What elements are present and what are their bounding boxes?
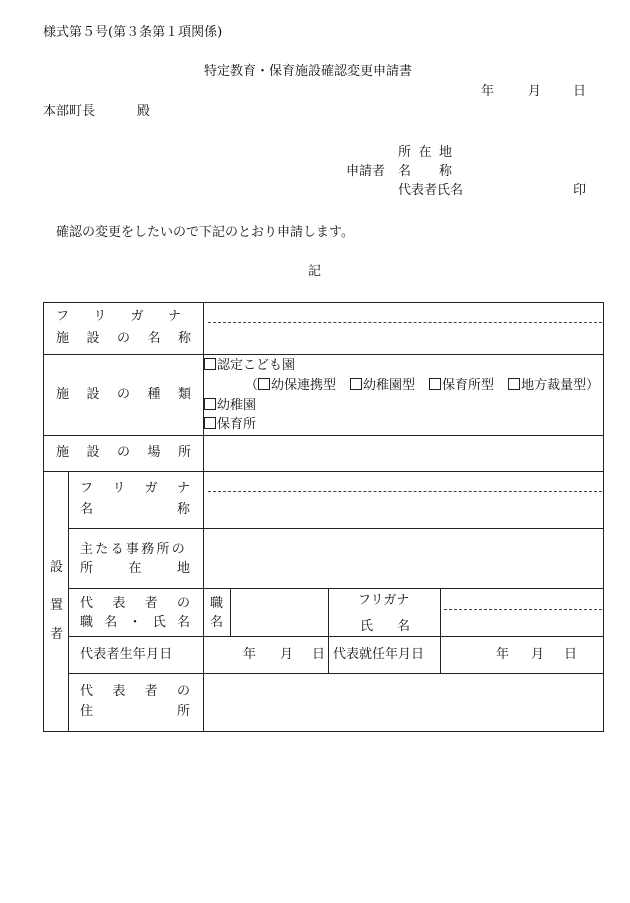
column-divider (328, 588, 329, 673)
checkbox[interactable] (508, 378, 520, 390)
facility-location-label: 施 設 の 場 所 (56, 445, 191, 460)
honorific: 殿 (137, 104, 151, 119)
founder-name-field[interactable] (204, 492, 603, 528)
row-divider (44, 354, 603, 355)
facility-furigana-label: フ リ ガ ナ (56, 309, 181, 324)
rep-furigana-field[interactable] (441, 589, 603, 609)
rep-address-label-2: 住 所 (80, 704, 190, 719)
birth-month-label: 月 (280, 647, 294, 662)
rep-name-field[interactable] (441, 610, 603, 636)
date-month-label: 月 (528, 84, 542, 99)
checkbox[interactable] (204, 358, 216, 370)
option-yochien-gata[interactable]: 幼稚園型 (350, 378, 415, 393)
seal-mark: 印 (573, 183, 587, 198)
facility-location-field[interactable] (204, 436, 603, 471)
founder-name-label: 名 称 (80, 502, 190, 517)
application-table (43, 302, 604, 732)
inauguration-day-label: 日 (564, 647, 578, 662)
checkbox[interactable] (204, 398, 216, 410)
date-year-label: 年 (481, 84, 495, 99)
main-office-field[interactable] (204, 529, 603, 588)
mei-label: 名 (210, 615, 224, 630)
option-yoho-renkei[interactable]: 幼保連携型 (258, 378, 336, 393)
founder-column-divider (68, 471, 69, 731)
option-nintei-kodomoen[interactable]: 認定こども園 (204, 358, 295, 374)
rep-title-label-1: 代 表 者 の (80, 596, 190, 611)
rep-furigana-label: フリガナ (358, 593, 410, 608)
checkbox[interactable] (429, 378, 441, 390)
rep-address-field[interactable] (204, 674, 603, 731)
founder-furigana-label: フ リ ガ ナ (80, 481, 190, 496)
representative-name-label: 代表者氏名 (398, 183, 464, 198)
applicant-address-label: 所 在 地 (398, 145, 452, 160)
request-statement: 確認の変更をしたいので下記のとおり申請します。 (56, 225, 354, 240)
rep-birthdate-label: 代表者生年月日 (80, 647, 173, 662)
founder-label-2: 置 (50, 598, 64, 613)
rep-address-label-1: 代 表 者 の (80, 684, 190, 699)
birth-day-label: 日 (312, 647, 326, 662)
option-chiho-sairyo[interactable]: 地方裁量型 (508, 378, 586, 393)
rep-title-label-2: 職 名 ・ 氏 名 (80, 615, 190, 630)
inauguration-year-label: 年 (496, 647, 510, 662)
option-kindergarten[interactable]: 幼稚園 (204, 398, 256, 414)
checkbox[interactable] (350, 378, 362, 390)
facility-furigana-field[interactable] (204, 303, 603, 323)
founder-label-3: 者 (50, 627, 64, 642)
shoku-label: 職 (210, 596, 224, 611)
option-hoikusho-gata[interactable]: 保育所型 (429, 378, 494, 393)
facility-name-label: 施 設 の 名 称 (56, 331, 191, 346)
addressee: 本部町長 (43, 104, 96, 119)
birth-year-label: 年 (243, 647, 257, 662)
main-office-label: 主たる事務所の (80, 542, 188, 557)
applicant-label: 申請者 (346, 164, 386, 179)
option-nursery[interactable]: 保育所 (204, 417, 256, 433)
checkbox[interactable] (258, 378, 270, 390)
row-divider (68, 636, 603, 637)
form-number: 様式第５号(第３条第１項関係) (43, 25, 223, 40)
ki-mark: 記 (308, 264, 322, 279)
rep-title-field[interactable] (231, 589, 328, 636)
applicant-name-label: 名 称 (398, 164, 452, 179)
founder-furigana-field[interactable] (204, 472, 603, 491)
rep-name-label: 氏 名 (360, 619, 410, 634)
rep-inauguration-label: 代表就任年月日 (333, 647, 425, 662)
date-day-label: 日 (573, 84, 587, 99)
checkbox[interactable] (204, 417, 216, 429)
facility-type-label: 施 設 の 種 類 (56, 387, 191, 402)
founder-label-1: 設 (50, 560, 64, 575)
form-title: 特定教育・保育施設確認変更申請書 (204, 64, 413, 79)
inauguration-month-label: 月 (531, 647, 545, 662)
main-office-address-label: 所 在 地 (80, 561, 190, 576)
nintei-subtypes: （ 幼保連携型 幼稚園型 保育所型 地方裁量型） (245, 378, 600, 393)
facility-name-field[interactable] (204, 324, 603, 354)
